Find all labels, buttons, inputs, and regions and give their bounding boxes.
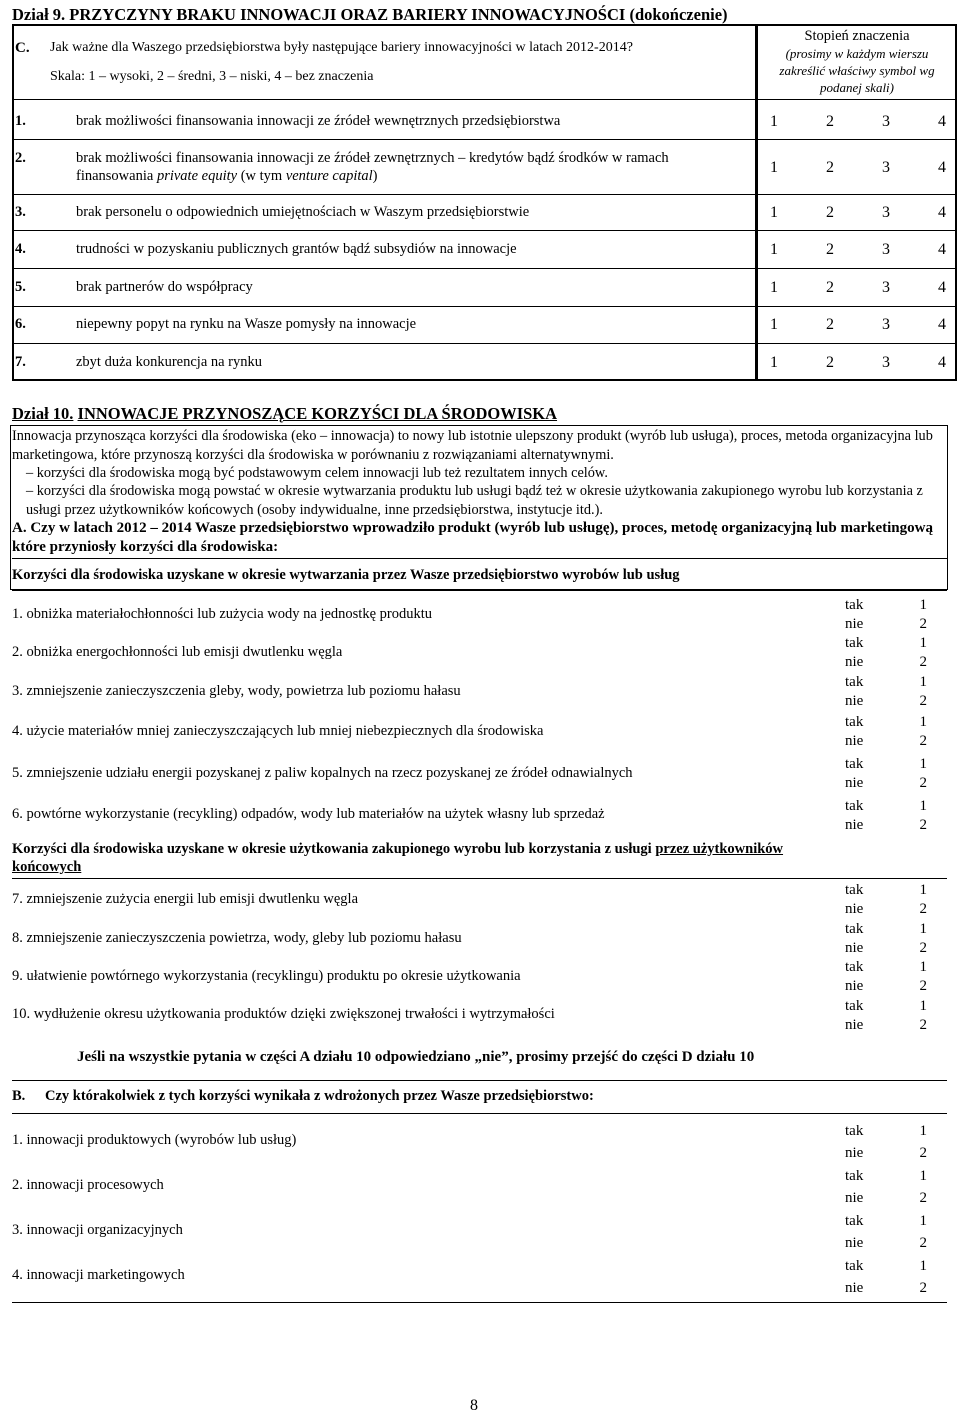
yes-no-choice[interactable] [845,920,927,958]
no-label[interactable]: nie [845,1280,864,1296]
no-label[interactable]: nie [845,978,864,994]
row-divider [14,268,955,269]
barrier-text: trudności w pozyskaniu publicznych grantów bądź subsydiów na innowacje [76,241,517,257]
yes-no-choice[interactable] [845,596,927,634]
no-value[interactable]: 2 [919,733,927,749]
group-a2-text: Korzyści dla środowiska uzyskane w okresie użytkowania zakupionego wyrobu lub korzystania z usługi [12,841,656,857]
yes-label[interactable]: tak [845,635,864,651]
no-label[interactable]: nie [845,616,864,632]
benefit-item: 4. użycie materiałów mniej zanieczyszczających lub mniej niebezpiecznych dla środowiska [12,723,544,739]
skip-instruction: Jeśli na wszystkie pytania w części A działu 10 odpowiedziano „nie”, prosimy przejść do części D działu 10 [77,1049,755,1065]
rating-scale[interactable] [768,204,948,222]
no-value[interactable]: 2 [919,1145,927,1161]
yes-no-choice[interactable] [845,1165,927,1209]
barrier-number: 3. [15,204,26,220]
yes-value[interactable]: 1 [919,1123,927,1139]
rating-option[interactable]: 1 [770,113,778,130]
barrier-number: 1. [15,113,26,129]
yes-label[interactable]: tak [845,882,864,898]
no-label[interactable]: nie [845,1190,864,1206]
rating-option[interactable]: 3 [882,241,890,258]
rating-option[interactable]: 3 [882,354,890,371]
yes-value[interactable]: 1 [919,1258,927,1274]
yes-label[interactable]: tak [845,674,864,690]
section10-title-text: INNOWACJE PRZYNOSZĄCE KORZYŚCI DLA ŚRODOWISKA [77,404,558,423]
rating-option[interactable]: 4 [938,159,946,176]
row-divider [14,230,955,231]
rating-scale[interactable] [768,113,948,131]
rating-option[interactable]: 4 [938,204,946,221]
barrier-text-line2 [76,168,378,185]
innovation-type-item: 1. innowacji produktowych (wyrobów lub usług) [12,1132,297,1148]
group-a2-underlined-2: końcowych [12,859,82,875]
yes-label[interactable]: tak [845,1213,864,1229]
benefit-item: 2. obniżka energochłonności lub emisji dwutlenku węgla [12,644,343,660]
barrier-text: brak partnerów do współpracy [76,279,253,295]
rating-option[interactable]: 2 [826,279,834,296]
no-value[interactable]: 2 [919,978,927,994]
no-label[interactable]: nie [845,940,864,956]
yes-label[interactable]: tak [845,998,864,1014]
rating-option[interactable]: 1 [770,316,778,333]
no-value[interactable]: 2 [919,1235,927,1251]
rating-option[interactable]: 3 [882,279,890,296]
rating-option[interactable]: 2 [826,113,834,130]
no-value[interactable]: 2 [919,1190,927,1206]
rating-option[interactable]: 1 [770,279,778,296]
rating-option[interactable]: 2 [826,159,834,176]
rule [12,1113,947,1114]
row-divider [14,194,955,195]
group-a2-underlined: przez użytkowników [655,841,784,857]
rating-option[interactable]: 2 [826,316,834,333]
rating-option[interactable]: 3 [882,113,890,130]
no-label[interactable]: nie [845,654,864,670]
yes-no-choice[interactable] [845,1120,927,1164]
yes-label[interactable]: tak [845,959,864,975]
no-value[interactable]: 2 [919,654,927,670]
rating-option[interactable]: 4 [938,279,946,296]
barrier-text: zbyt duża konkurencja na rynku [76,354,263,370]
yes-no-choice[interactable] [845,673,927,711]
no-label[interactable]: nie [845,733,864,749]
no-label[interactable]: nie [845,1017,864,1033]
yes-value[interactable]: 1 [919,1213,927,1229]
benefit-item: 5. zmniejszenie udziału energii pozyskanej z paliw kopalnych na rzecz pozyskanej ze źródeł odnawialnych [12,765,633,781]
rating-option[interactable]: 3 [882,159,890,176]
yes-no-choice[interactable] [845,1210,927,1254]
rating-option[interactable]: 3 [882,316,890,333]
no-label[interactable]: nie [845,1235,864,1251]
rating-option[interactable]: 4 [938,241,946,258]
question-b-text: Czy którakolwiek z tych korzyści wynikała z wdrożonych przez Wasze przedsiębiorstwo: [45,1088,594,1104]
row-divider [14,306,955,307]
no-value[interactable]: 2 [919,693,927,709]
yes-label[interactable]: tak [845,597,864,613]
yes-label[interactable]: tak [845,756,864,772]
row-divider [14,343,955,344]
rating-option[interactable]: 2 [826,204,834,221]
benefit-item: 9. ułatwienie powtórnego wykorzystania (recyklingu) produktu po okresie użytkowania [12,968,521,984]
barrier-number: 6. [15,316,26,332]
yes-value[interactable]: 1 [919,756,927,772]
rule [12,878,947,879]
no-value[interactable]: 2 [919,940,927,956]
yes-no-choice[interactable] [845,958,927,996]
rule [12,1080,947,1081]
rating-option[interactable]: 3 [882,204,890,221]
text-part: ) [372,168,378,184]
barrier-number: 2. [15,150,26,166]
yes-no-choice[interactable] [845,1255,927,1299]
no-label[interactable]: nie [845,1145,864,1161]
barrier-text: niepewny popyt na rynku na Wasze pomysły na innowacje [76,316,417,332]
yes-no-choice[interactable] [845,881,927,919]
yes-value[interactable]: 1 [919,714,927,730]
yes-value[interactable]: 1 [919,882,927,898]
section9-title: Dział 9. PRZYCZYNY BRAKU INNOWACJI ORAZ BARIERY INNOWACYJNOŚCI (dokończenie) [12,5,728,24]
yes-value[interactable]: 1 [919,998,927,1014]
no-value[interactable]: 2 [919,1017,927,1033]
group-a1-title: Korzyści dla środowiska uzyskane w okresie wytwarzania przez Wasze przedsiębiorstwo wyrobów lub usług [12,567,680,583]
yes-no-choice[interactable] [845,797,927,835]
column-header-note: (prosimy w każdym wierszu zakreślić właściwy symbol wg podanej skali) [779,46,935,95]
benefit-item: 1. obniżka materiałochłonności lub zużycia wody na jednostkę produktu [12,606,432,622]
yes-label[interactable]: tak [845,798,864,814]
yes-label[interactable]: tak [845,1123,864,1139]
rating-option[interactable]: 1 [770,241,778,258]
no-value[interactable]: 2 [919,775,927,791]
innovation-type-item: 4. innowacji marketingowych [12,1267,185,1283]
rating-option[interactable]: 4 [938,354,946,371]
yes-no-choice[interactable] [845,755,927,793]
row-divider [14,139,955,140]
benefit-item: 10. wydłużenie okresu użytkowania produktów dzięki zwiększonej trwałości i wytrzymałości [12,1006,555,1022]
rating-scale[interactable] [768,316,948,334]
innovation-type-item: 3. innowacji organizacyjnych [12,1222,183,1238]
no-value[interactable]: 2 [919,901,927,917]
no-value[interactable]: 2 [919,1280,927,1296]
benefit-item: 8. zmniejszenie zanieczyszczenia powietrza, wody, gleby lub poziomu hałasu [12,930,462,946]
barrier-text: brak personelu o odpowiednich umiejętnościach w Waszym przedsiębiorstwie [76,204,530,220]
rating-scale[interactable] [768,279,948,297]
yes-value[interactable]: 1 [919,959,927,975]
intro-point-1: – korzyści dla środowiska mogą być podstawowym celem innowacji lub też rezultatem innych celów. [26,465,608,481]
yes-label[interactable]: tak [845,1168,864,1184]
rule [12,1302,947,1303]
yes-value[interactable]: 1 [919,921,927,937]
barrier-text: brak możliwości finansowania innowacji ze źródeł zewnętrznych – kredytów bądź środków w ramach [76,150,669,166]
barrier-number: 7. [15,354,26,370]
intro-point-2: – korzyści dla środowiska mogą powstać w okresie wytwarzania produktu lub usługi bądź też w okresie użytkowania zakupionego wyrobu lub korzystania z usługi przez użytkowników końcowych (osoby indywidualne, inne przedsiębiorstwa, instytucje itd.). [26,483,923,518]
page-number: 8 [470,1397,478,1414]
yes-label[interactable]: tak [845,921,864,937]
rating-option[interactable]: 2 [826,354,834,371]
yes-value[interactable]: 1 [919,1168,927,1184]
group-a2-title [12,840,882,876]
intro-definition: Innowacja przynosząca korzyści dla środowiska (eko – innowacja) to nowy lub istotnie ulepszony produkt (wyrób lub usługa), proces, metoda organizacyjna lub marketingowa, które przynoszą korzyści dla środowiska w porównaniu z rozwiązaniami alternatywnymi. [12,428,933,463]
rule [12,590,947,591]
yes-no-choice[interactable] [845,997,927,1035]
text-part: finansowania [76,168,157,184]
text-part: private equity [156,168,238,184]
no-label[interactable]: nie [845,775,864,791]
row-divider [14,99,955,100]
rating-option[interactable]: 2 [826,241,834,258]
innovation-type-item: 2. innowacji procesowych [12,1177,164,1193]
question-a: A. Czy w latach 2012 – 2014 Wasze przedsiębiorstwo wprowadziło produkt (wyrób lub usługę), proces, metodę organizacyjną lub marketingową które przyniosły korzyści dla środowiska: [12,520,933,555]
rating-scale[interactable] [768,354,948,372]
rating-scale[interactable] [768,241,948,259]
no-value[interactable]: 2 [919,817,927,833]
column-header-title: Stopień znaczenia [804,28,910,44]
rating-option[interactable]: 1 [770,159,778,176]
rating-option[interactable]: 1 [770,204,778,221]
question-text: Jak ważne dla Waszego przedsiębiorstwa były następujące bariery innowacyjności w latach 2012-2014? [50,40,633,55]
no-label[interactable]: nie [845,817,864,833]
rule [12,558,947,559]
text-part: (w tym [237,168,286,184]
rating-option[interactable]: 4 [938,113,946,130]
section10-title-prefix: Dział 10. [12,404,74,423]
yes-no-choice[interactable] [845,713,927,751]
yes-value[interactable]: 1 [919,597,927,613]
table-column-divider [755,24,758,381]
rating-option[interactable]: 1 [770,354,778,371]
barrier-number: 5. [15,279,26,295]
yes-no-choice[interactable] [845,634,927,672]
scale-description: Skala: 1 – wysoki, 2 – średni, 3 – niski, 4 – bez znaczenia [50,69,374,84]
no-label[interactable]: nie [845,901,864,917]
benefit-item: 3. zmniejszenie zanieczyszczenia gleby, wody, powietrza lub poziomu hałasu [12,683,461,699]
yes-value[interactable]: 1 [919,798,927,814]
rating-scale[interactable] [768,159,948,177]
barrier-number: 4. [15,241,26,257]
section10-title [12,404,557,424]
yes-value[interactable]: 1 [919,674,927,690]
no-value[interactable]: 2 [919,616,927,632]
rating-option[interactable]: 4 [938,316,946,333]
benefit-item: 7. zmniejszenie zużycia energii lub emisji dwutlenku węgla [12,891,359,907]
text-part: venture capital [285,168,373,184]
yes-label[interactable]: tak [845,714,864,730]
question-letter: C. [15,40,30,56]
yes-value[interactable]: 1 [919,635,927,651]
barrier-text: brak możliwości finansowania innowacji ze źródeł wewnętrznych przedsiębiorstwa [76,113,561,129]
benefit-item: 6. powtórne wykorzystanie (recykling) odpadów, wody lub materiałów na użytek własny lub sprzedaż [12,806,605,822]
question-b-letter: B. [12,1088,26,1104]
no-label[interactable]: nie [845,693,864,709]
yes-label[interactable]: tak [845,1258,864,1274]
